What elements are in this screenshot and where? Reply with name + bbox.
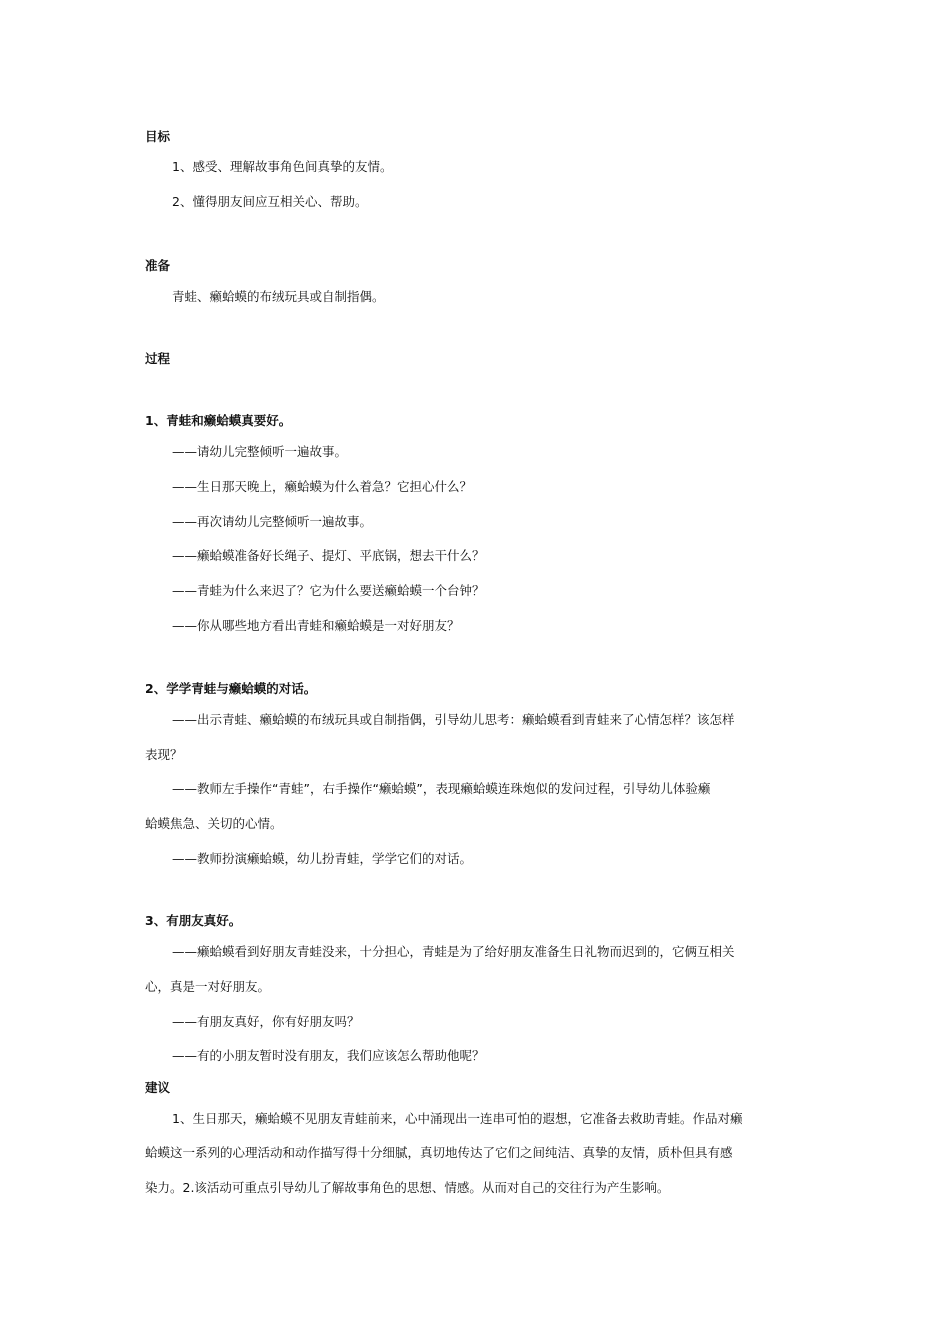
step1-item-5: ——青蛙为什么来迟了？它为什么要送癞蛤蟆一个台钟？	[172, 583, 485, 598]
goal-item-2: 2、懂得朋友间应互相关心、帮助。	[172, 194, 368, 209]
advice-line-1: 1、生日那天，癞蛤蟆不见朋友青蛙前来，心中涌现出一连串可怕的遐想，它准备去救助青蛙。作品对癞	[172, 1111, 743, 1126]
advice-line-2: 蛤蟆这一系列的心理活动和动作描写得十分细腻，真切地传达了它们之间纯洁、真挚的友情，质朴但具有感	[145, 1145, 733, 1160]
step3-item-1: ——癞蛤蟆看到好朋友青蛙没来，十分担心，青蛙是为了给好朋友准备生日礼物而迟到的，它俩互相关	[172, 944, 735, 959]
step3-title: 3、有朋友真好。	[145, 913, 242, 928]
step1-item-2: ——生日那天晚上，癞蛤蟆为什么着急？它担心什么？	[172, 479, 473, 494]
step2-title: 2、学学青蛙与癞蛤蟆的对话。	[145, 681, 317, 696]
step1-item-3: ——再次请幼儿完整倾听一遍故事。	[172, 514, 373, 529]
step3-item-2: ——有朋友真好，你有好朋友吗？	[172, 1014, 360, 1029]
step3-item-1-cont: 心，真是一对好朋友。	[145, 979, 271, 994]
step2-item-2: ——教师左手操作“青蛙”，右手操作“癞蛤蟆”，表现癞蛤蟆连珠炮似的发问过程，引导幼儿体验癞	[172, 781, 711, 796]
step1-item-1: ——请幼儿完整倾听一遍故事。	[172, 444, 348, 459]
goals-heading: 目标	[145, 129, 171, 144]
step1-item-6: ——你从哪些地方看出青蛙和癞蛤蟆是一对好朋友？	[172, 618, 460, 633]
advice-heading: 建议	[145, 1080, 171, 1095]
step2-item-2-cont: 蛤蟆焦急、关切的心情。	[145, 816, 283, 831]
goal-item-1: 1、感受、理解故事角色间真挚的友情。	[172, 159, 393, 174]
step1-title: 1、青蛙和癞蛤蟆真要好。	[145, 413, 292, 428]
step3-item-3: ——有的小朋友暂时没有朋友，我们应该怎么帮助他呢？	[172, 1048, 485, 1063]
prep-heading: 准备	[145, 258, 171, 273]
step2-item-3: ——教师扮演癞蛤蟆，幼儿扮青蛙，学学它们的对话。	[172, 851, 473, 866]
prep-item-1: 青蛙、癞蛤蟆的布绒玩具或自制指偶。	[172, 289, 385, 304]
process-heading: 过程	[145, 351, 171, 366]
step2-item-1: ——出示青蛙、癞蛤蟆的布绒玩具或自制指偶，引导幼儿思考：癞蛤蟆看到青蛙来了心情怎样？该怎样	[172, 712, 735, 727]
step2-item-1-cont: 表现？	[145, 747, 183, 762]
advice-line-3: 染力。2.该活动可重点引导幼儿了解故事角色的思想、情感。从而对自己的交往行为产生影响。	[145, 1180, 670, 1195]
step1-item-4: ——癞蛤蟆准备好长绳子、提灯、平底锅，想去干什么？	[172, 548, 485, 563]
